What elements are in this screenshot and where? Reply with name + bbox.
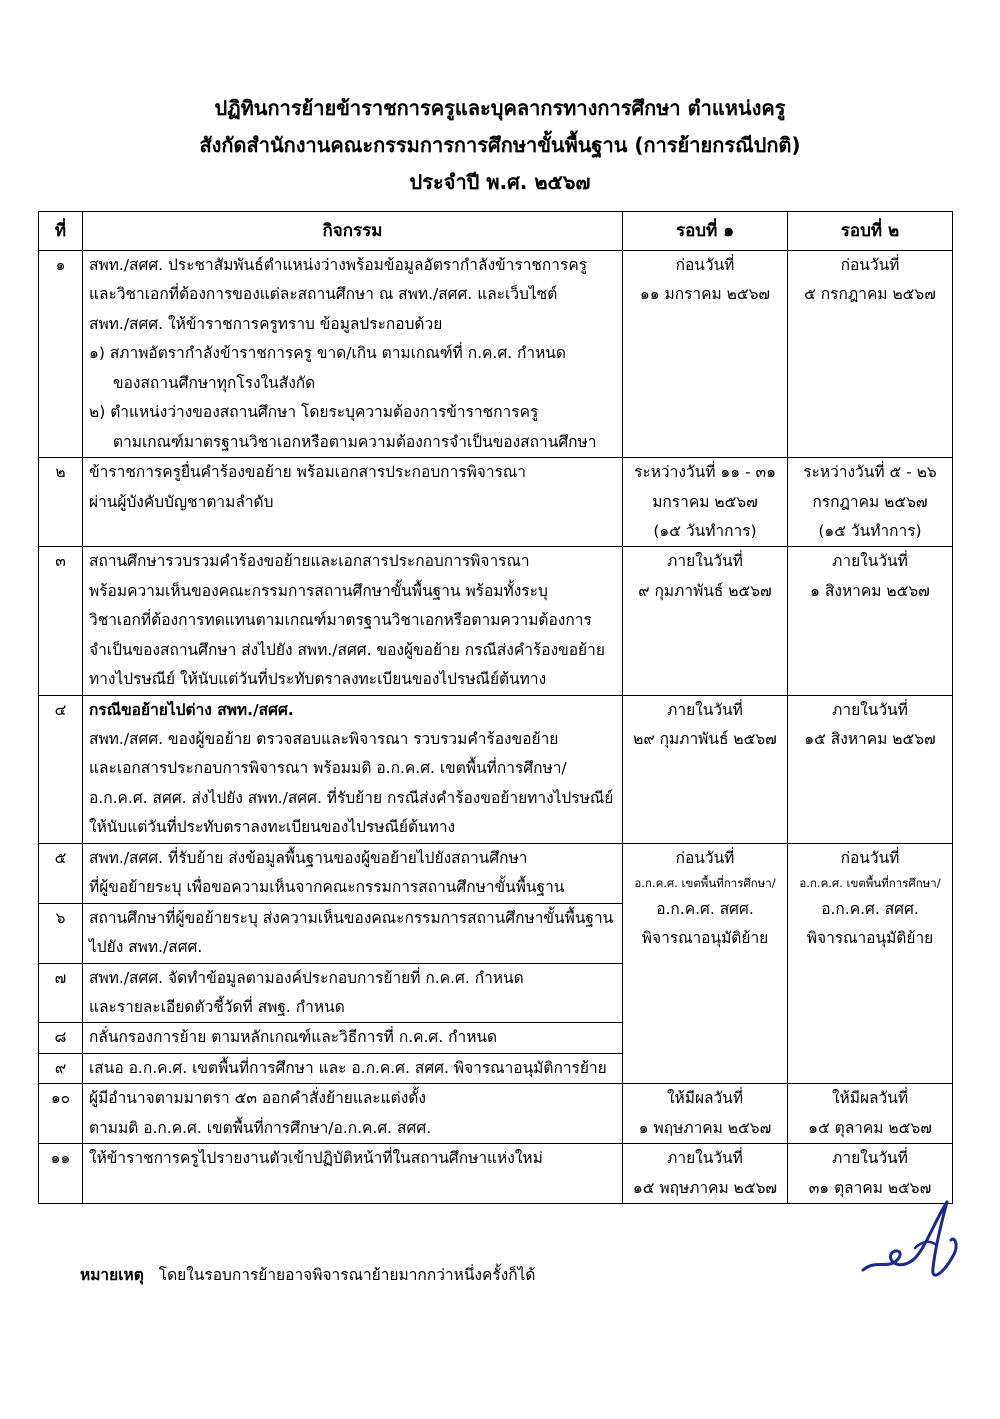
row-number: ๗ xyxy=(39,963,83,1023)
activity-line: ไปยัง สพท./สศศ. xyxy=(89,938,203,957)
round-1-date: ๑๑ มกราคม ๒๕๖๗ xyxy=(639,285,771,304)
activity-line: ให้ข้าราชการครูไปรายงานตัวเข้าปฏิบัติหน้าที่ในสถานศึกษาแห่งใหม่ xyxy=(89,1149,543,1168)
round-1-date: ๑ พฤษภาคม ๒๕๖๗ xyxy=(638,1118,772,1137)
activity-line: ๒) ตำแหน่งว่างของสถานศึกษา โดยระบุความต้องการข้าราชการครู xyxy=(89,403,539,422)
row-number: ๖ xyxy=(39,903,83,963)
table-row xyxy=(39,547,953,695)
round-1-date: ๙ กุมภาพันธ์ ๒๕๖๗ xyxy=(638,581,772,600)
table-header-row xyxy=(39,212,953,251)
round-1-text: ภายในวันที่ xyxy=(667,1149,743,1168)
activity-line: สพท./สศศ. ของผู้ขอย้าย ตรวจสอบและพิจารณา รวบรวมคำร้องขอย้าย xyxy=(89,730,559,748)
round-2-text: ระหว่างวันที่ ๕ - ๒๖ xyxy=(803,463,937,482)
round-2-committee-2: อ.ก.ค.ศ. สศศ. xyxy=(821,900,919,919)
round-2-cell xyxy=(788,547,953,695)
activity-line: และเอกสารประกอบการพิจารณา พร้อมมติ อ.ก.ค.ศ. เขตพื้นที่การศึกษา/ xyxy=(89,759,567,778)
row-number: ๒ xyxy=(39,458,83,547)
round-2-note: (๑๕ วันทำการ) xyxy=(818,521,922,540)
activity-cell xyxy=(83,1144,623,1204)
document-title-line-2: สังกัดสำนักงานคณะกรรมการการศึกษาขั้นพื้นฐาน (การย้ายกรณีปกติ) xyxy=(199,133,801,157)
round-1-text: ก่อนวันที่ xyxy=(675,256,735,274)
activity-line: เสนอ อ.ก.ค.ศ. เขตพื้นที่การศึกษา และ อ.ก.ค.ศ. สศศ. พิจารณาอนุมัติการย้าย xyxy=(89,1058,607,1077)
activity-line: จำเป็นของสถานศึกษา ส่งไปยัง สพท./สศศ. ของผู้ขอย้าย กรณีส่งคำร้องขอย้าย xyxy=(89,640,605,659)
round-1-text: ก่อนวันที่ xyxy=(675,848,735,867)
footnote xyxy=(80,1262,536,1287)
row-number: ๕ xyxy=(39,843,83,903)
round-1-date: ๑๕ พฤษภาคม ๒๕๖๗ xyxy=(632,1178,778,1197)
row-number: ๘ xyxy=(39,1023,83,1053)
round-2-committee: อ.ก.ค.ศ. เขตพื้นที่การศึกษา/ xyxy=(799,876,941,891)
table-row xyxy=(39,458,953,547)
activity-heading: กรณีขอย้ายไปต่าง สพท./สศศ. xyxy=(89,700,294,719)
round-2-merged-cell xyxy=(788,843,953,1084)
activity-cell xyxy=(83,547,623,695)
activity-line: สถานศึกษาที่ผู้ขอย้ายระบุ ส่งความเห็นของคณะกรรมการสถานศึกษาขั้นพื้นฐาน xyxy=(89,908,614,927)
round-2-approve: พิจารณาอนุมัติย้าย xyxy=(806,929,934,948)
round-2-cell xyxy=(788,1084,953,1144)
round-2-text: ก่อนวันที่ xyxy=(840,256,900,274)
activity-line: และรายละเอียดตัวชี้วัดที่ สพฐ. กำหนด xyxy=(89,997,345,1016)
activity-line: ตามเกณฑ์มาตรฐานวิชาเอกหรือตามความต้องการจำเป็นของสถานศึกษา xyxy=(113,432,597,451)
footnote-text: โดยในรอบการย้ายอาจพิจารณาย้ายมากกว่าหนึ่งครั้งก็ได้ xyxy=(158,1266,536,1284)
round-1-text: ภายในวันที่ xyxy=(667,552,743,571)
activity-cell xyxy=(83,843,623,903)
activity-cell xyxy=(83,695,623,843)
table-row xyxy=(39,843,953,903)
footnote-label: หมายเหตุ xyxy=(80,1266,144,1284)
activity-line: ข้าราชการครูยื่นคำร้องขอย้าย พร้อมเอกสารประกอบการพิจารณา xyxy=(89,463,527,482)
round-2-date: ๑๕ ตุลาคม ๒๕๖๗ xyxy=(808,1118,932,1137)
round-1-cell xyxy=(623,547,788,695)
round-1-text: ให้มีผลวันที่ xyxy=(666,1089,744,1108)
round-1-text: ภายในวันที่ xyxy=(667,700,743,719)
activity-line: ผู้มีอำนาจตามมาตรา ๕๓ ออกคำสั่งย้ายและแต่งตั้ง xyxy=(89,1089,426,1108)
activity-cell xyxy=(83,251,623,458)
row-number: ๙ xyxy=(39,1053,83,1083)
activity-line: สพท./สศศ. จัดทำข้อมูลตามองค์ประกอบการย้ายที่ ก.ค.ศ. กำหนด xyxy=(89,968,524,987)
activity-line: สพท./สศศ. ประชาสัมพันธ์ตำแหน่งว่างพร้อมข้อมูลอัตรากำลังข้าราชการครู xyxy=(89,256,588,274)
round-1-text: ระหว่างวันที่ ๑๑ - ๓๑ xyxy=(634,463,776,482)
row-number: ๔ xyxy=(39,695,83,843)
activity-cell xyxy=(83,458,623,547)
activity-line: กลั่นกรองการย้าย ตามหลักเกณฑ์และวิธีการที่ ก.ค.ศ. กำหนด xyxy=(89,1028,498,1047)
round-2-text: ภายในวันที่ xyxy=(832,700,908,719)
activity-line: และวิชาเอกที่ต้องการของแต่ละสถานศึกษา ณ สพท./สศศ. และเว็บไซต์ xyxy=(89,285,558,304)
activity-line: อ.ก.ค.ศ. สศศ. ส่งไปยัง สพท./สศศ. ที่รับย้าย กรณีส่งคำร้องขอย้ายทางไปรษณีย์ xyxy=(89,788,614,807)
row-number: ๓ xyxy=(39,547,83,695)
activity-line: ผ่านผู้บังคับบัญชาตามลำดับ xyxy=(89,492,274,511)
row-number: ๑๐ xyxy=(39,1084,83,1144)
table-row xyxy=(39,1144,953,1204)
activity-cell xyxy=(83,1084,623,1144)
round-2-cell xyxy=(788,251,953,458)
round-1-approve: พิจารณาอนุมัติย้าย xyxy=(641,929,769,948)
round-1-committee: อ.ก.ค.ศ. เขตพื้นที่การศึกษา/ xyxy=(634,876,776,891)
round-2-text: ภายในวันที่ xyxy=(832,552,908,571)
table-row xyxy=(39,251,953,458)
round-2-date: ๑๕ สิงหาคม ๒๕๖๗ xyxy=(804,730,936,748)
header-activity: กิจกรรม xyxy=(83,212,623,251)
activity-line: สถานศึกษารวบรวมคำร้องขอย้ายและเอกสารประกอบการพิจารณา xyxy=(89,552,530,571)
activity-line: ให้นับแต่วันที่ประทับตราลงทะเบียนของไปรษณีย์ต้นทาง xyxy=(89,818,456,837)
activity-cell xyxy=(83,903,623,963)
round-2-date: ๕ กรกฎาคม ๒๕๖๗ xyxy=(804,285,936,304)
activity-line: ตามมติ อ.ก.ค.ศ. เขตพื้นที่การศึกษา/อ.ก.ค.ศ. สศศ. xyxy=(89,1118,432,1137)
row-number: ๑ xyxy=(39,251,83,458)
activity-cell xyxy=(83,963,623,1023)
document-title-line-1: ปฏิทินการย้ายข้าราชการครูและบุคลากรทางการศึกษา ตำแหน่งครู xyxy=(214,96,786,120)
activity-line: พร้อมความเห็นของคณะกรรมการสถานศึกษาขั้นพื้นฐาน พร้อมทั้งระบุ xyxy=(89,581,548,600)
round-2-date: ๑ สิงหาคม ๒๕๖๗ xyxy=(810,581,930,600)
round-2-cell xyxy=(788,458,953,547)
round-2-text: ภายในวันที่ xyxy=(832,1149,908,1168)
activity-line: สพท./สศศ. ให้ข้าราชการครูทราบ ข้อมูลประกอบด้วย xyxy=(89,314,443,333)
round-1-cell xyxy=(623,1084,788,1144)
round-2-text: ให้มีผลวันที่ xyxy=(831,1089,909,1108)
round-1-cell xyxy=(623,458,788,547)
activity-line: ที่ผู้ขอย้ายระบุ เพื่อขอความเห็นจากคณะกรรมการสถานศึกษาขั้นพื้นฐาน xyxy=(89,878,565,897)
header-no: ที่ xyxy=(39,212,83,251)
round-1-date: มกราคม ๒๕๖๗ xyxy=(652,492,758,511)
activity-line: วิชาเอกที่ต้องการทดแทนตามเกณฑ์มาตรฐานวิชาเอกหรือตามความต้องการ xyxy=(89,611,592,630)
round-1-date: ๒๙ กุมภาพันธ์ ๒๕๖๗ xyxy=(633,730,777,748)
activity-cell xyxy=(83,1053,623,1083)
schedule-table xyxy=(38,211,953,1204)
activity-cell xyxy=(83,1023,623,1053)
round-1-cell xyxy=(623,695,788,843)
round-2-text: ก่อนวันที่ xyxy=(840,848,900,867)
round-2-date: กรกฎาคม ๒๕๖๗ xyxy=(812,492,928,511)
round-2-cell xyxy=(788,695,953,843)
header-round-1: รอบที่ ๑ xyxy=(623,212,788,251)
table-row xyxy=(39,1084,953,1144)
signature-mark xyxy=(855,1190,965,1290)
activity-line: ทางไปรษณีย์ ให้นับแต่วันที่ประทับตราลงทะเบียนของไปรษณีย์ต้นทาง xyxy=(89,670,547,689)
round-1-merged-cell xyxy=(623,843,788,1084)
document-title-line-3: ประจำปี พ.ศ. ๒๕๖๗ xyxy=(409,170,591,194)
round-1-committee-2: อ.ก.ค.ศ. สศศ. xyxy=(656,900,754,919)
round-1-note: (๑๕ วันทำการ) xyxy=(653,521,757,540)
table-row xyxy=(39,695,953,843)
header-round-2: รอบที่ ๒ xyxy=(788,212,953,251)
activity-line: สพท./สศศ. ที่รับย้าย ส่งข้อมูลพื้นฐานของผู้ขอย้ายไปยังสถานศึกษา xyxy=(89,848,528,867)
activity-line: ๑) สภาพอัตรากำลังข้าราชการครู ขาด/เกิน ตามเกณฑ์ที่ ก.ค.ศ. กำหนด xyxy=(89,344,566,363)
activity-line: ของสถานศึกษาทุกโรงในสังกัด xyxy=(113,373,316,392)
row-number: ๑๑ xyxy=(39,1144,83,1204)
round-1-cell xyxy=(623,1144,788,1204)
round-1-cell xyxy=(623,251,788,458)
round-2-date: ๓๑ ตุลาคม ๒๕๖๗ xyxy=(808,1178,932,1197)
